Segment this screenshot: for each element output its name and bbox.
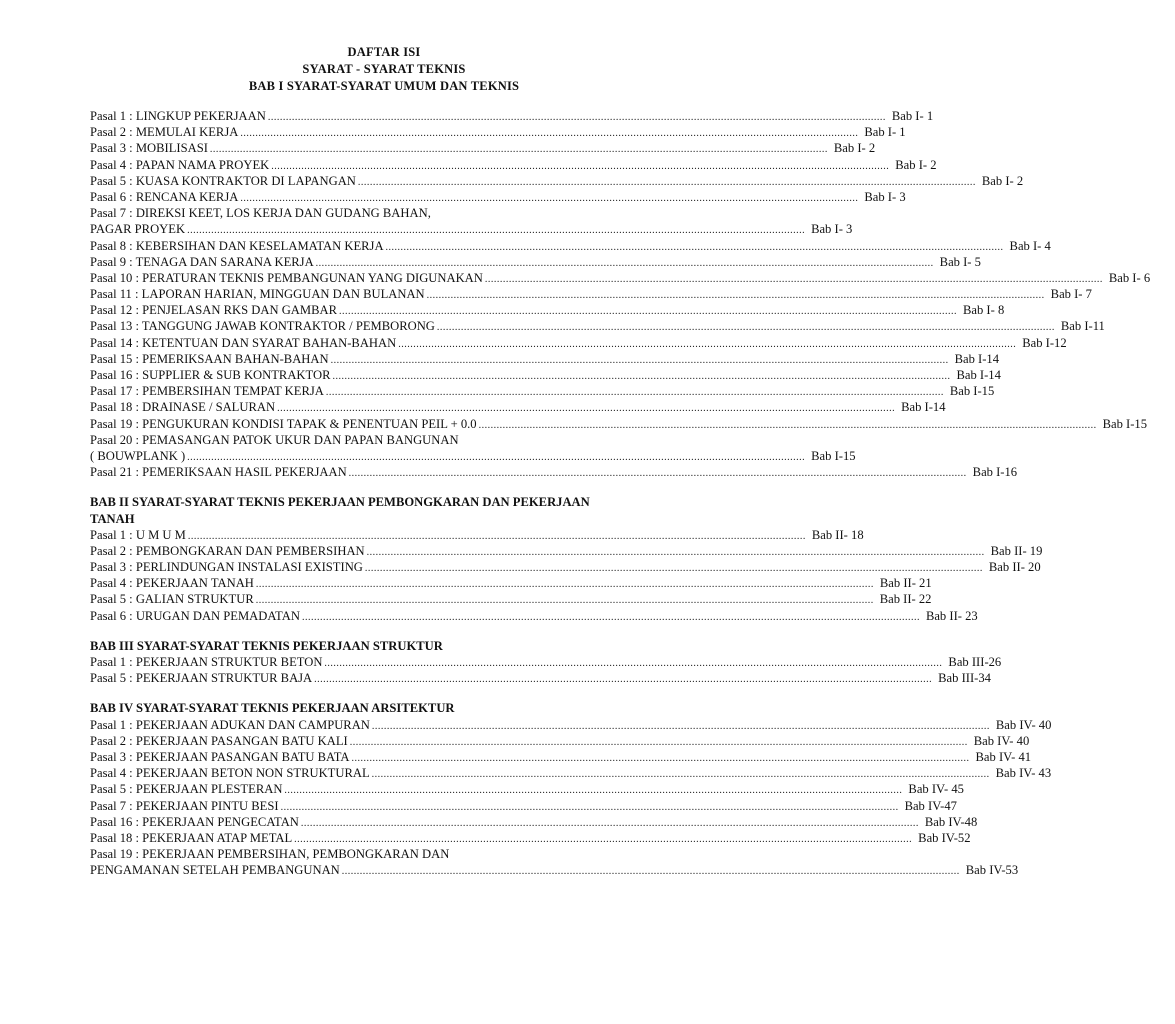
toc-entry [90,205,658,221]
toc-entry-label: Pasal 18 : DRAINASE / SALURAN [90,400,276,415]
toc-entry-label: Pasal 18 : PEKERJAAN ATAP METAL [90,830,293,845]
toc-entry [90,608,978,624]
toc-entry-page: Bab IV-53 [965,863,1019,878]
toc-entry-label: Pasal 5 : PEKERJAAN PLESTERAN [90,782,283,797]
header-subtitle: SYARAT - SYARAT TEKNIS [302,62,466,76]
toc-entry-label: ( BOUWPLANK ) [90,448,186,463]
dot-leader: .............................................................................................................................................................................................................. [240,192,859,204]
dot-leader: .............................................................................................................................................................................................................. [300,817,919,829]
toc-entry-page: Bab III-26 [948,655,1002,670]
toc-entry [90,765,1052,781]
dot-leader: .............................................................................................................................................................................................................. [348,468,967,480]
dot-leader: .............................................................................................................................................................................................................. [255,595,874,607]
dot-leader: .............................................................................................................................................................................................................. [478,419,1097,431]
toc-entry-page: Bab IV-52 [918,830,971,845]
dot-leader: .............................................................................................................................................................................................................. [187,451,806,463]
toc-entry-page: Bab I-16 [972,465,1018,480]
toc-entry-page: Bab I- 2 [981,173,1024,188]
dot-leader: .............................................................................................................................................................................................................. [187,225,806,237]
toc-entry [90,302,1005,318]
dot-leader: .............................................................................................................................................................................................................. [301,611,920,623]
toc-entry [90,527,864,543]
toc-entry-page: Bab I-11 [1060,319,1105,334]
toc-entry-page: Bab IV-48 [924,814,978,829]
toc-entry-page: Bab II- 19 [990,543,1043,558]
toc-entry-page: Bab I-15 [949,384,995,399]
toc-entry [90,399,946,415]
dot-leader: .............................................................................................................................................................................................................. [341,866,960,878]
toc-entry [90,189,906,205]
toc-entry [90,654,1002,670]
toc-entry-label: Pasal 20 : PEMASANGAN PATOK UKUR DAN PAPAN BANGUNAN [90,432,459,447]
dot-leader: .............................................................................................................................................................................................................. [294,833,913,845]
dot-leader: .............................................................................................................................................................................................................. [436,322,1055,334]
toc-entry-label: Pasal 7 : PEKERJAAN PINTU BESI [90,798,279,813]
toc-entry-page: Bab I- 1 [864,125,906,140]
section-gap [90,686,658,700]
toc-entry [90,781,964,797]
toc-entry-page: Bab I-15 [811,448,856,463]
toc-entry-label: Pasal 15 : PEMERIKSAAN BAHAN-BAHAN [90,351,329,366]
dot-leader: .............................................................................................................................................................................................................. [267,112,886,123]
toc-entry-label: Pasal 7 : DIREKSI KEET, LOS KERJA DAN GUDANG BAHAN, [90,206,431,221]
toc-entry-page: Bab I- 3 [811,222,853,237]
section-title: BAB III SYARAT-SYARAT TEKNIS PEKERJAAN STRUKTUR [90,638,443,653]
toc-entry [90,335,1067,351]
toc-entry-label: Pasal 4 : PEKERJAAN TANAH [90,576,254,591]
section-title: BAB IV SYARAT-SYARAT TEKNIS PEKERJAAN ARSITEKTUR [90,701,455,716]
toc-entry-label: Pasal 1 : PEKERJAAN ADUKAN DAN CAMPURAN [90,717,370,732]
toc-entry-label: Pasal 6 : RENCANA KERJA [90,189,239,204]
toc-entry-label: Pasal 3 : MOBILISASI [90,141,208,156]
dot-leader: .............................................................................................................................................................................................................. [330,354,949,366]
toc-entry-page: Bab I- 7 [1050,287,1092,302]
toc-entry-page: Bab I-14 [901,400,946,415]
toc-entry-label: Pasal 3 : PEKERJAAN PASANGAN BATU BATA [90,750,350,764]
toc-entry-label: Pasal 2 : MEMULAI KERJA [90,125,239,140]
header-chapter-title: BAB I SYARAT-SYARAT UMUM DAN TEKNIS [248,79,520,93]
toc-entry-label: Pasal 1 : PEKERJAAN STRUKTUR BETON [90,655,323,670]
toc-entry-label: PENGAMANAN SETELAH PEMBANGUNAN [90,863,340,878]
toc-entry-page: Bab I-15 [1102,416,1148,431]
toc-entry-label: Pasal 19 : PENGUKURAN KONDISI TAPAK & PENENTUAN PEIL + 0.0 [90,416,477,431]
dot-leader: .............................................................................................................................................................................................................. [349,736,968,748]
dot-leader: .............................................................................................................................................................................................................. [314,674,933,686]
toc-entry-label: Pasal 19 : PEKERJAAN PEMBERSIHAN, PEMBONGKARAN DAN [90,847,450,862]
toc-entry [90,157,937,173]
toc-entry [90,432,658,448]
toc-entry-page: Bab IV- 41 [975,750,1032,764]
toc-entry-label: Pasal 4 : PEKERJAAN BETON NON STRUKTURAL [90,766,370,781]
toc-entry [90,717,1052,733]
toc-entry [90,286,1092,302]
toc-entry-label: Pasal 17 : PEMBERSIHAN TEMPAT KERJA [90,384,324,399]
dot-leader: .............................................................................................................................................................................................................. [271,160,890,172]
toc-entry-page: Bab I-14 [954,351,1000,366]
section-title: BAB II SYARAT-SYARAT TEKNIS PEKERJAAN PEMBONGKARAN DAN PEKERJAAN [90,495,590,510]
toc-entry-label: Pasal 2 : PEMBONGKARAN DAN PEMBERSIHAN [90,543,365,558]
toc-entry-label: Pasal 14 : KETENTUAN DAN SYARAT BAHAN-BAHAN [90,335,397,350]
toc-entry-page: Bab I- 8 [963,303,1005,318]
toc-entry-label: Pasal 5 : PEKERJAAN STRUKTUR BAJA [90,671,313,686]
dot-leader: .............................................................................................................................................................................................................. [209,144,828,156]
toc-entry-page: Bab II- 23 [925,608,978,623]
dot-leader: .............................................................................................................................................................................................................. [484,273,1103,285]
dot-leader: .............................................................................................................................................................................................................. [332,371,951,382]
dot-leader: .............................................................................................................................................................................................................. [426,290,1045,302]
toc-entry-label: Pasal 4 : PAPAN NAMA PROYEK [90,157,270,172]
toc-entry-page: Bab I- 6 [1108,270,1151,285]
toc-entry [90,464,1018,480]
toc-entry [90,575,932,591]
toc-entry [90,862,1019,878]
dot-leader: .............................................................................................................................................................................................................. [280,801,899,813]
toc-entry [90,351,1000,367]
toc-entry-page: Bab IV- 40 [973,733,1030,748]
toc-entry-page: Bab I-12 [1022,335,1067,350]
dot-leader: .............................................................................................................................................................................................................. [240,128,859,140]
toc-entry-page: Bab I- 2 [895,157,937,172]
dot-leader: .............................................................................................................................................................................................................. [325,387,944,399]
dot-leader: .............................................................................................................................................................................................................. [339,306,957,318]
toc-entry-page: Bab II- 18 [811,527,864,542]
toc-entry [90,798,957,814]
toc-entry-label: Pasal 21 : PEMERIKSAAN HASIL PEKERJAAN [90,465,347,480]
toc-entry [90,559,1041,575]
table-of-contents [90,108,1151,879]
toc-entry-label: Pasal 2 : PEKERJAAN PASANGAN BATU KALI [90,733,348,748]
toc-entry-label: Pasal 6 : URUGAN DAN PEMADATAN [90,608,300,623]
toc-entry-page: Bab IV- 45 [908,782,964,797]
toc-entry [90,670,991,686]
dot-leader: .............................................................................................................................................................................................................. [315,257,934,269]
toc-entry [90,124,906,140]
toc-entry-page: Bab III-34 [938,671,991,686]
section-gap [90,480,658,494]
toc-entry [90,108,934,124]
section-title-continued: TANAH [90,511,135,526]
dot-leader: .............................................................................................................................................................................................................. [371,769,990,781]
toc-entry-label: Pasal 16 : SUPPLIER & SUB KONTRAKTOR [90,368,331,382]
toc-entry-label: Pasal 8 : KEBERSIHAN DAN KESELAMATAN KERJA [90,238,384,253]
toc-entry-page: Bab I-14 [956,368,1001,382]
toc-entry-page: Bab I- 1 [891,109,934,123]
toc-entry [90,448,856,464]
toc-entry-page: Bab IV- 40 [995,717,1052,732]
toc-entry-page: Bab II- 20 [988,560,1041,575]
dot-leader: .............................................................................................................................................................................................................. [255,579,874,591]
toc-entry-page: Bab I- 5 [939,254,981,269]
dot-leader: .............................................................................................................................................................................................................. [371,720,990,732]
toc-entry [90,749,1032,765]
toc-entry [90,814,978,830]
toc-entry [90,846,658,862]
toc-entry-label: Pasal 5 : GALIAN STRUKTUR [90,592,254,607]
dot-leader: .............................................................................................................................................................................................................. [385,241,1004,253]
toc-entry [90,383,995,399]
toc-entry [90,140,876,156]
toc-entry [90,221,853,237]
toc-entry [90,173,1024,189]
toc-entry-label: Pasal 1 : U M U M [90,527,186,542]
toc-entry-label: Pasal 1 : LINGKUP PEKERJAAN [90,109,266,123]
toc-entry [90,367,1001,383]
toc-entry [90,591,932,607]
toc-entry-page: Bab I- 2 [833,141,876,156]
toc-entry [90,416,1148,432]
dot-leader: .............................................................................................................................................................................................................. [366,546,985,558]
toc-entry-page: Bab IV- 43 [995,766,1052,781]
dot-leader: .............................................................................................................................................................................................................. [284,785,903,797]
toc-entry [90,830,971,846]
toc-entry [90,733,1030,749]
dot-leader: .............................................................................................................................................................................................................. [324,658,943,670]
toc-entry [90,543,1043,559]
header-title: DAFTAR ISI [347,45,421,59]
toc-entry-label: Pasal 12 : PENJELASAN RKS DAN GAMBAR [90,303,337,318]
toc-entry-label: Pasal 3 : PERLINDUNGAN INSTALASI EXISTING [90,560,363,575]
dot-leader: .............................................................................................................................................................................................................. [351,753,970,764]
toc-entry [90,254,981,270]
toc-entry-page: Bab I- 3 [864,189,906,204]
toc-entry-label: Pasal 9 : TENAGA DAN SARANA KERJA [90,254,314,269]
section-gap [90,624,658,638]
dot-leader: .............................................................................................................................................................................................................. [277,403,896,415]
dot-leader: .............................................................................................................................................................................................................. [398,338,1017,350]
toc-entry [90,318,1105,334]
toc-entry-page: Bab I- 4 [1009,238,1051,253]
dot-leader: .............................................................................................................................................................................................................. [364,563,983,575]
toc-entry-page: Bab IV-47 [904,798,957,813]
toc-entry-label: Pasal 13 : TANGGUNG JAWAB KONTRAKTOR / PEMBORONG [90,319,435,334]
toc-entry [90,270,1151,286]
dot-leader: .............................................................................................................................................................................................................. [357,176,976,188]
toc-entry-label: PAGAR PROYEK [90,222,186,237]
toc-entry-page: Bab II- 22 [879,592,932,607]
toc-entry-label: Pasal 10 : PERATURAN TEKNIS PEMBANGUNAN YANG DIGUNAKAN [90,270,483,285]
document-header [0,44,768,95]
toc-entry-page: Bab II- 21 [879,576,932,591]
toc-entry-label: Pasal 5 : KUASA KONTRAKTOR DI LAPANGAN [90,173,356,188]
toc-entry-label: Pasal 16 : PEKERJAAN PENGECATAN [90,814,299,829]
toc-entry [90,238,1051,254]
toc-entry-label: Pasal 11 : LAPORAN HARIAN, MINGGUAN DAN BULANAN [90,287,425,302]
dot-leader: .............................................................................................................................................................................................................. [187,530,806,542]
